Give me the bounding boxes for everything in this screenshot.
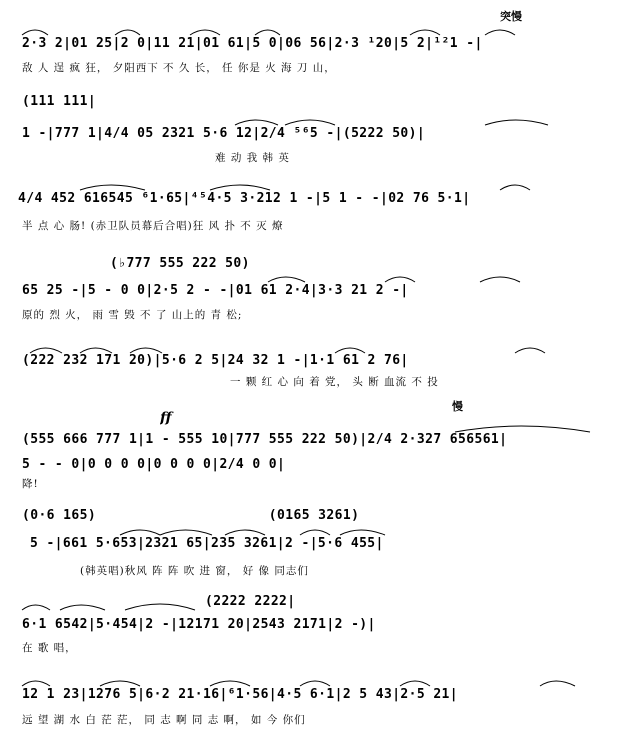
lyrics-row-4: 半 点 心 肠! (赤卫队员幕后合唱)狂 风 扑 不 灭 燎 bbox=[22, 220, 284, 232]
notes-row-8: (555 666 777 1|1 - 555 10|777 555 222 50)|2/4 2·327 656561| bbox=[22, 432, 508, 447]
lyrics-row-7: 一 颗 红 心 向 着 党， 头 断 血流 不 投 bbox=[230, 376, 439, 388]
notes-row-3: 1 -|777 1|4/4 05 2321 5·6 12|2/4 ⁵⁶5 -|(5222 50)| bbox=[22, 126, 426, 141]
notes-row-14: 12 1 23|1276 5|6·2 21·16|⁶1·56|4·5 6·1|2 5 43|2·5 21| bbox=[22, 687, 459, 702]
tempo-mark: 突慢 bbox=[500, 10, 522, 23]
notes-row-6: 65 25 -|5 - 0 0|2·5 2 - -|01 61 2·4|3·3 21 2 -| bbox=[22, 283, 409, 298]
notes-row-2: (111 111| bbox=[22, 94, 97, 109]
notes-row-1: 2·3 2|01 25|2 0|11 21|01 61|5 0|06 56|2·3 ¹20|5 2|¹²1 -| bbox=[22, 36, 483, 51]
notes-row-13: 6·1 6542|5·454|2 -|12171 20|2543 2171|2 -)| bbox=[22, 617, 376, 632]
lyrics-row-11: (韩英唱)秋风 阵 阵 吹 进 窗， 好 像 同志们 bbox=[80, 565, 309, 577]
tempo-mark: 慢 bbox=[452, 400, 463, 413]
notes-row-9: 5 - - 0|0 0 0 0|0 0 0 0|2/4 0 0| bbox=[22, 457, 286, 472]
lyrics-row-14: 远 望 湖 水 白 茫 茫， 同 志 啊 同 志 啊， 如 今 你们 bbox=[22, 714, 306, 726]
slur-arcs bbox=[0, 600, 628, 612]
notes-row-12: (2222 2222| bbox=[205, 594, 296, 609]
dynamic-mark: ff bbox=[160, 410, 172, 426]
lyrics-row-1: 敌 人 逞 疯 狂， 夕阳西下 不 久 长， 任 你是 火 海 刀 山， bbox=[22, 62, 336, 74]
lyrics-row-13: 在 歌 唱， bbox=[22, 642, 77, 654]
lyrics-row-3: 难 动 我 韩 英 bbox=[215, 152, 290, 164]
notes-row-11: 5 -|661 5·653|2321 65|235 3261|2 -|5·6 455| bbox=[30, 536, 384, 551]
notes-row-10: (0·6 165) (0165 3261) bbox=[22, 508, 360, 523]
notes-row-4: 4/4 452 616545 ⁶1·65|⁴⁵4·5 3·212 1 -|5 1 - -|02 76 5·1| bbox=[18, 191, 471, 206]
notes-row-5: (♭777 555 222 50) bbox=[110, 256, 250, 271]
lyrics-row-9: 降! bbox=[22, 478, 39, 490]
notes-row-7: (222 232 171 20)|5·6 2 5|24 32 1 -|1·1 61 2 76| bbox=[22, 353, 409, 368]
lyrics-row-6: 原的 烈 火， 雨 雪 毁 不 了 山上的 青 松; bbox=[22, 309, 243, 321]
